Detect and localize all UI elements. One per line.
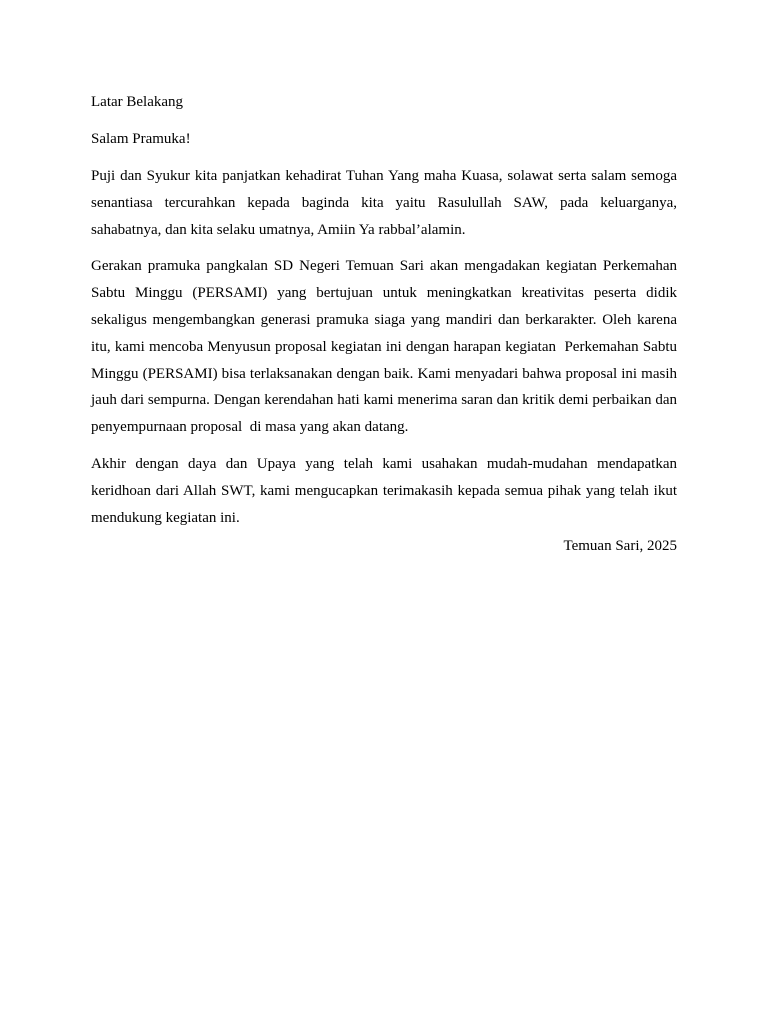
- paragraph-closing: Akhir dengan daya dan Upaya yang telah kami usahakan mudah-mudahan mendapatkan keridhoan dari Allah SWT, kami mengucapkan terimakasih kepada semua pihak yang telah ikut mendukung kegiatan ini.: [91, 455, 681, 526]
- paragraph-opening: Puji dan Syukur kita panjatkan kehadirat Tuhan Yang maha Kuasa, solawat serta salam semoga senantiasa tercurahkan kepada baginda kita yaitu Rasulullah SAW, pada keluarganya, sahabatnya, dan kita selaku umatnya, Amiin Ya rabbal’alamin.: [91, 168, 681, 238]
- document-body: [91, 89, 681, 560]
- paragraph-purpose: Gerakan pramuka pangkalan SD Negeri Temuan Sari akan mengadakan kegiatan Perkemahan Sabtu Minggu (PERSAMI) yang bertujuan untuk meningkatkan kreativitas peserta didik sekaligus mengembangkan generasi pramuka siaga yang mandiri dan berkarakter. Oleh karena itu, kami mencoba Menyusun proposal kegiatan ini dengan harapan kegiatan Perkemahan Sabtu Minggu (PERSAMI) bisa terlaksanakan dengan baik. Kami menyadari bahwa proposal ini masih jauh dari sempurna. Dengan kerendahan hati kami menerima saran dan kritik demi perbaikan dan penyempurnaan proposal di masa yang akan datang.: [91, 258, 681, 436]
- greeting-line: Salam Pramuka!: [91, 131, 191, 147]
- section-heading: Latar Belakang: [91, 94, 184, 110]
- place-date: Temuan Sari, 2025: [563, 538, 677, 555]
